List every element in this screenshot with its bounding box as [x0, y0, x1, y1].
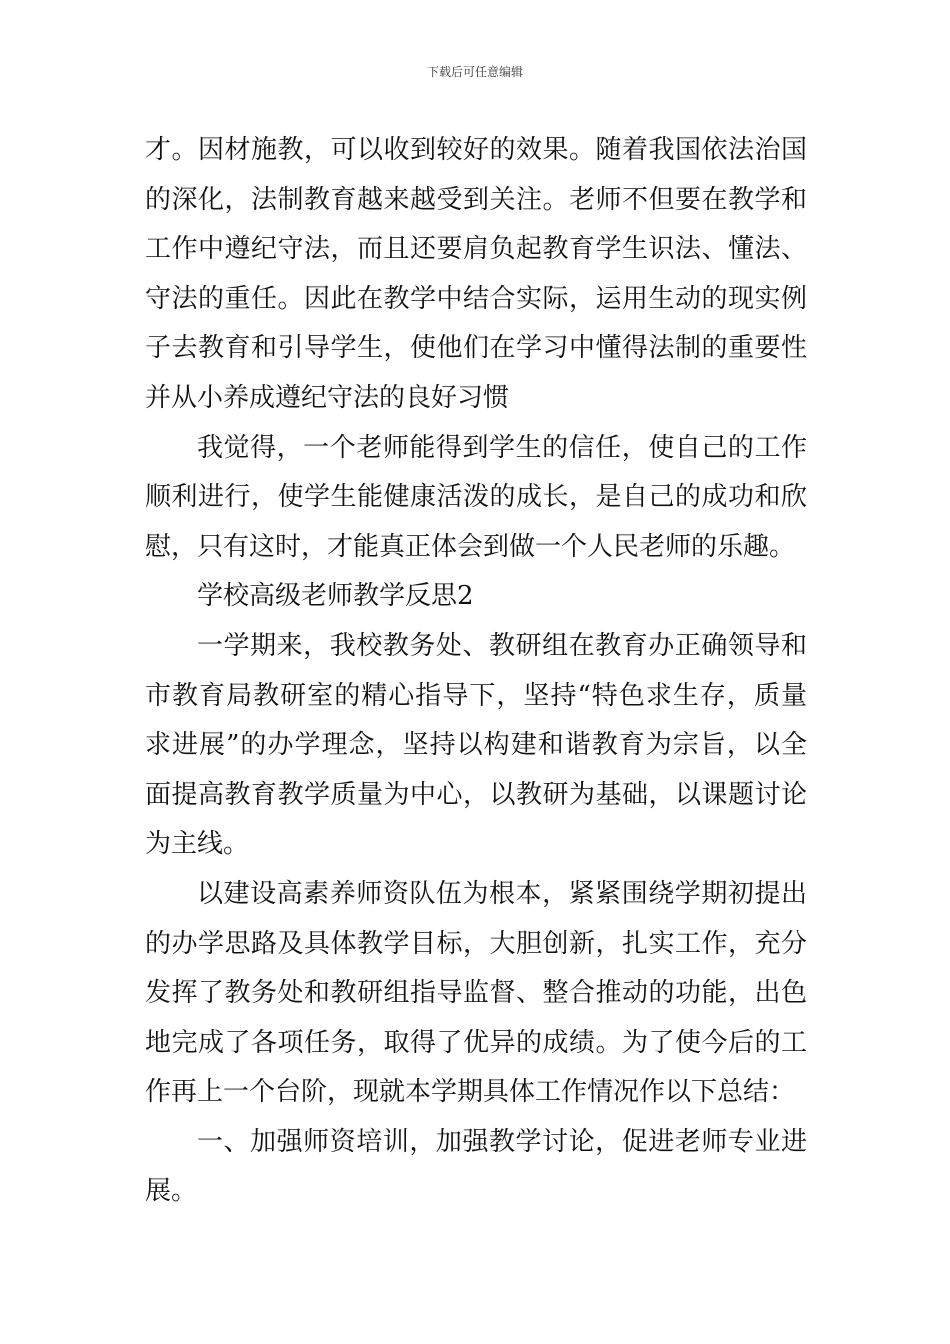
paragraph-work-summary: 以建设高素养师资队伍为根本，紧紧围绕学期初提出的办学思路及具体教学目标，大胆创新，扎实工作，充分发挥了教务处和教研组指导监督、整合推动的功能，出色地完成了各项任务，取得了优异的成绩。为了使今后的工作再上一个台阶，现就本学期具体工作情况作以下总结：: [145, 878, 807, 1108]
paragraph-continuation: 才。因材施教，可以收到较好的效果。随着我国依法治国的深化，法制教育越来越受到关注。老师不但要在教学和工作中遵纪守法，而且还要肩负起教育学生识法、懂法、守法的重任。因此在教学中结合实际，运用生动的现实例子去教育和引导学生，使他们在学习中懂得法制的重要性并从小养成遵纪守法的良好习惯: [145, 135, 807, 413]
paragraph-semester-intro: 一学期来，我校教务处、教研组在教育办正确领导和市教育局教研室的精心指导下，坚持“特色求生存，质量求进展”的办学理念，坚持以构建和谐教育为宗旨，以全面提高教育教学质量为中心，以教研为基础，以课题讨论为主线。: [145, 630, 807, 860]
paragraph-reflection: 我觉得，一个老师能得到学生的信任，使自己的工作顺利进行，使学生能健康活泼的成长，是自己的成功和欣慰，只有这时，才能真正体会到做一个人民老师的乐趣。: [145, 432, 807, 562]
page-header-note: 下载后可任意编辑: [426, 65, 523, 79]
section-title: 学校高级老师教学反思2: [197, 581, 474, 612]
document-body: [145, 126, 807, 1217]
paragraph-point-one: 一、加强师资培训，加强教学讨论，促进老师专业进展。: [145, 1126, 807, 1207]
